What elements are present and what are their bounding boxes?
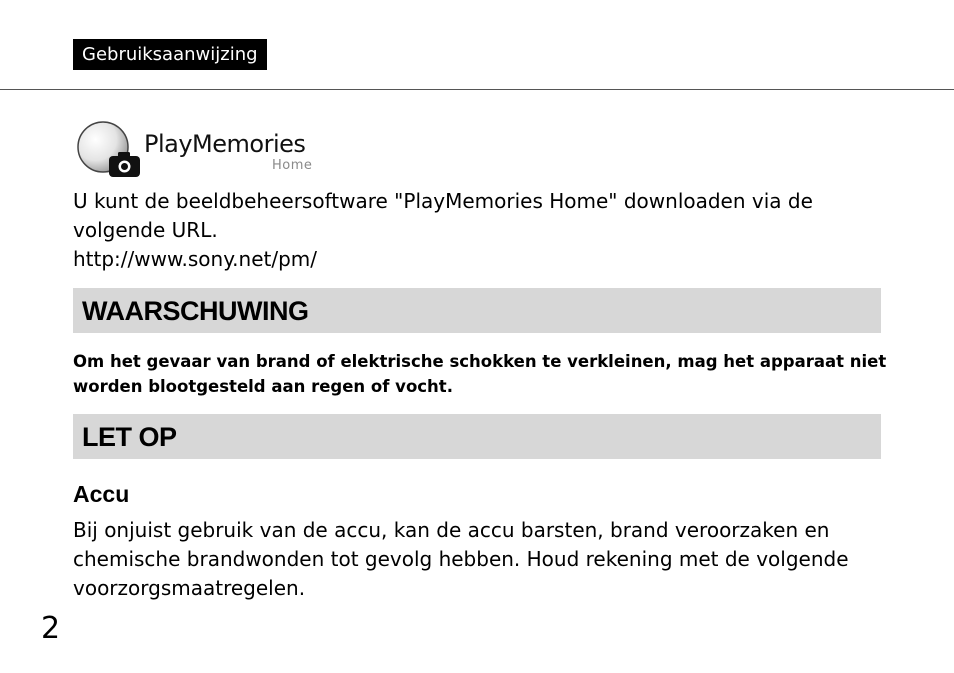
- playmemories-logo-icon: [76, 120, 146, 180]
- warning-text: Om het gevaar van brand of elektrische schokken te verkleinen, mag het apparaat niet worden blootgesteld aan regen of vocht.: [73, 352, 887, 396]
- battery-subheading: Accu: [73, 481, 130, 507]
- warning-heading: WAARSCHUWING: [82, 296, 309, 326]
- document-header-label: Gebruiksaanwijzing: [73, 39, 267, 70]
- intro-section: [73, 187, 893, 274]
- download-url: http://www.sony.net/pm/: [73, 247, 318, 271]
- caution-heading-bar: [73, 414, 881, 459]
- battery-text: Bij onjuist gebruik van de accu, kan de accu barsten, brand veroorzaken en chemische brandwonden tot gevolg hebben. Houd rekening met de volgende voorzorgsmaatregelen.: [73, 518, 849, 600]
- logo-name: PlayMemories: [144, 130, 306, 158]
- warning-heading-bar: [73, 288, 881, 333]
- playmemories-logo: [76, 120, 336, 180]
- header-divider: [0, 89, 954, 90]
- logo-subtitle: Home: [272, 158, 313, 173]
- intro-text: U kunt de beeldbeheersoftware "PlayMemories Home" downloaden via de volgende URL.: [73, 189, 813, 242]
- caution-heading: LET OP: [82, 422, 177, 452]
- page-number: 2: [41, 611, 61, 646]
